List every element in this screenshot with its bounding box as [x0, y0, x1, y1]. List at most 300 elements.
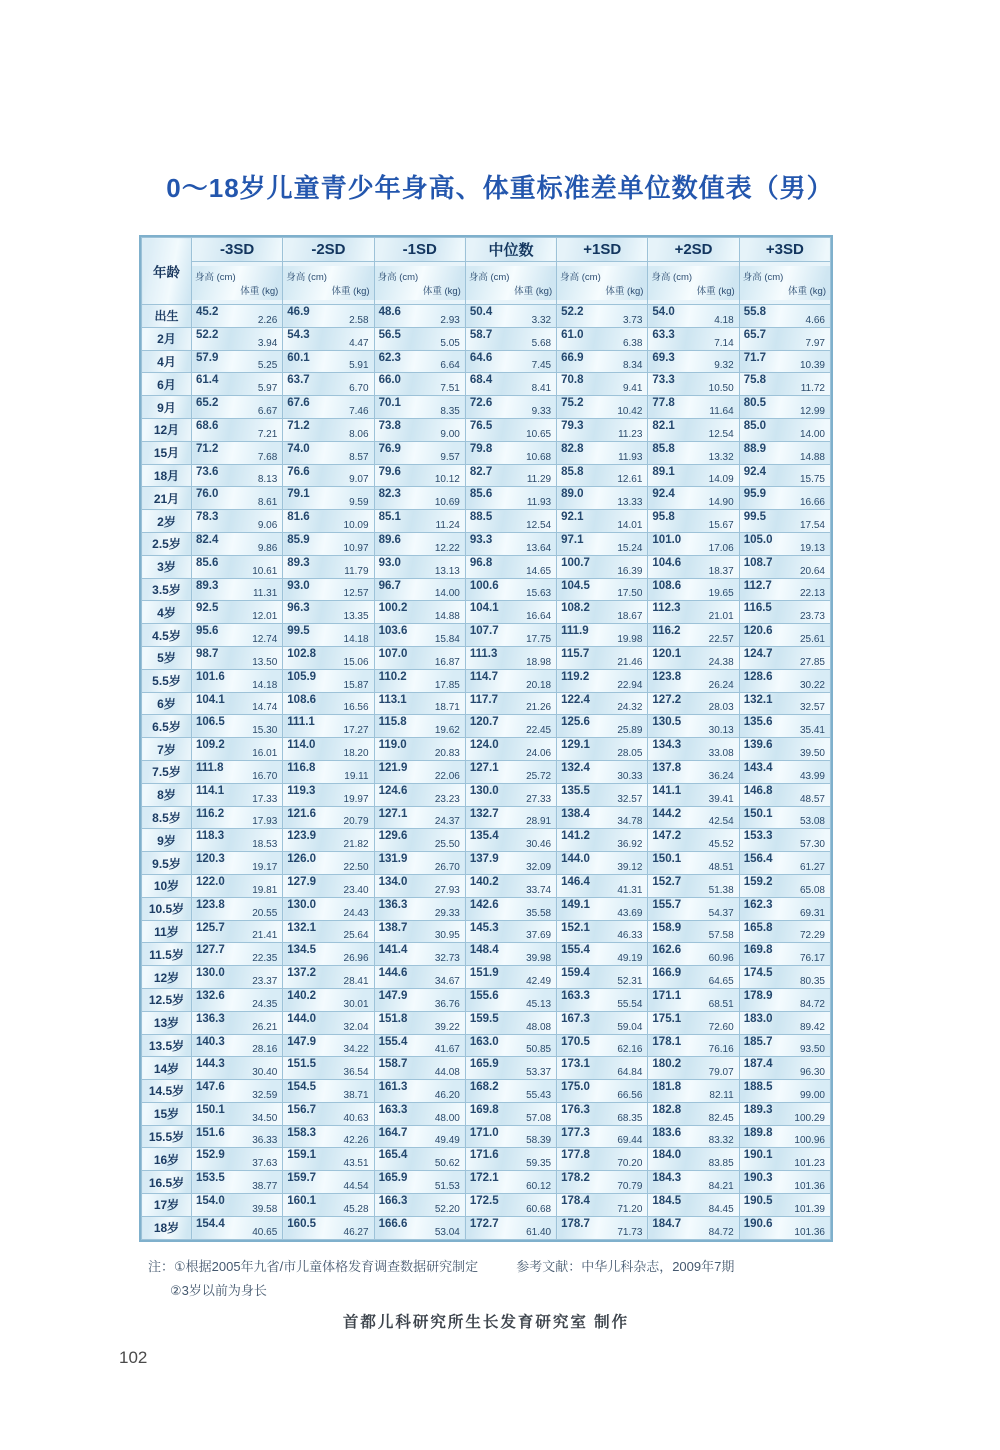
height-value: 190.5 [743, 1195, 773, 1208]
data-cell [283, 669, 374, 692]
height-value: 183.0 [743, 1012, 773, 1025]
data-cell [374, 646, 465, 669]
weight-value: 11.24 [435, 519, 460, 531]
weight-value: 55.43 [526, 1089, 552, 1101]
data-cell [465, 1102, 556, 1125]
data-cell [557, 601, 648, 624]
weight-value: 14.18 [252, 679, 278, 691]
weight-value: 26.96 [343, 953, 369, 965]
weight-value: 19.13 [799, 542, 825, 554]
data-cell [465, 327, 556, 350]
weight-value: 15.24 [617, 542, 643, 554]
data-cell [283, 373, 374, 396]
height-value: 119.3 [287, 784, 316, 797]
data-cell [739, 1194, 830, 1217]
weight-value: 39.22 [434, 1021, 460, 1033]
age-cell: 5岁 [142, 646, 192, 669]
weight-value: 11.31 [252, 588, 278, 600]
weight-value: 7.51 [440, 383, 460, 395]
data-cell [739, 441, 830, 464]
weight-value: 51.53 [434, 1181, 460, 1193]
weight-value: 36.92 [617, 839, 643, 851]
weight-value: 18.67 [617, 611, 643, 623]
data-cell [465, 874, 556, 897]
height-value: 66.9 [561, 351, 584, 364]
weight-value: 10.68 [526, 451, 552, 463]
data-cell [739, 988, 830, 1011]
weight-value: 2.93 [440, 314, 460, 326]
weight-value: 48.00 [434, 1112, 460, 1124]
table-row [142, 350, 831, 373]
data-cell [557, 897, 648, 920]
data-cell [648, 1034, 739, 1057]
data-cell [739, 624, 830, 647]
weight-value: 45.28 [343, 1203, 369, 1215]
data-cell [374, 373, 465, 396]
height-value: 150.1 [743, 807, 773, 820]
height-value: 114.7 [469, 670, 498, 683]
weight-value: 9.32 [714, 360, 734, 372]
height-value: 76.6 [287, 465, 310, 478]
age-cell: 3岁 [142, 555, 192, 578]
height-value: 158.9 [652, 921, 682, 934]
weight-value: 17.54 [799, 519, 825, 531]
table-row [142, 1194, 831, 1217]
table-row [142, 532, 831, 555]
weight-value: 12.99 [799, 405, 825, 417]
weight-value: 16.64 [526, 611, 552, 623]
data-cell [283, 874, 374, 897]
data-cell [374, 464, 465, 487]
height-value: 45.2 [196, 306, 219, 318]
height-value: 121.6 [287, 807, 317, 820]
data-cell [739, 852, 830, 875]
weight-value: 11.93 [526, 497, 552, 509]
height-value: 163.3 [561, 989, 590, 1002]
height-value: 140.2 [287, 989, 317, 1002]
weight-value: 50.62 [434, 1158, 460, 1170]
age-cell: 10岁 [142, 874, 192, 897]
data-cell [557, 1102, 648, 1125]
data-cell [283, 1125, 374, 1148]
weight-value: 43.69 [617, 907, 643, 919]
height-value: 97.1 [561, 533, 584, 546]
height-value: 113.1 [378, 693, 407, 706]
weight-value: 7.21 [257, 428, 278, 440]
height-value: 167.3 [561, 1012, 590, 1025]
height-value: 85.8 [652, 442, 675, 455]
data-cell [739, 692, 830, 715]
weight-unit-label: 体重 (kg) [787, 286, 826, 297]
table-row [142, 510, 831, 533]
weight-value: 52.20 [434, 1203, 460, 1215]
age-cell: 6岁 [142, 692, 192, 715]
weight-value: 8.13 [257, 474, 278, 486]
table-row [142, 1011, 831, 1034]
height-unit-label: 身高 (cm) [286, 272, 327, 283]
weight-value: 39.50 [799, 747, 825, 759]
weight-value: 101.36 [794, 1226, 825, 1238]
weight-value: 19.62 [434, 725, 460, 737]
weight-value: 28.91 [526, 816, 552, 828]
height-value: 124.0 [469, 739, 499, 752]
weight-value: 76.17 [799, 953, 825, 965]
height-value: 81.6 [287, 511, 310, 524]
data-cell [192, 715, 283, 738]
table-row [142, 305, 831, 328]
height-value: 104.6 [652, 556, 682, 569]
height-value: 190.1 [743, 1149, 773, 1162]
height-value: 180.2 [652, 1058, 682, 1071]
data-cell [465, 669, 556, 692]
weight-value: 15.87 [343, 679, 369, 691]
height-value: 85.8 [561, 465, 584, 478]
data-cell [648, 624, 739, 647]
height-value: 64.6 [469, 351, 493, 364]
table-row [142, 1171, 831, 1194]
weight-value: 10.65 [526, 428, 552, 440]
height-value: 147.9 [378, 989, 408, 1002]
age-cell: 15.5岁 [142, 1125, 192, 1148]
data-cell [283, 350, 374, 373]
height-value: 177.8 [561, 1149, 590, 1162]
weight-value: 69.44 [617, 1135, 643, 1147]
data-cell [557, 1216, 648, 1239]
weight-value: 25.50 [434, 839, 460, 851]
height-value: 61.4 [196, 374, 219, 387]
height-value: 127.9 [287, 875, 317, 888]
weight-value: 80.35 [799, 975, 825, 987]
height-value: 155.7 [652, 898, 682, 911]
weight-value: 27.85 [799, 656, 825, 668]
data-cell [192, 1080, 283, 1103]
height-value: 173.1 [561, 1058, 590, 1071]
height-value: 134.0 [378, 875, 408, 888]
data-cell [557, 760, 648, 783]
weight-value: 4.47 [349, 337, 369, 349]
height-value: 127.7 [196, 944, 225, 957]
data-cell [374, 624, 465, 647]
weight-value: 101.39 [794, 1203, 825, 1215]
weight-value: 9.33 [531, 405, 552, 417]
height-value: 108.7 [743, 556, 773, 569]
col-header-minus2sd: -2SD [283, 238, 374, 262]
weight-value: 58.39 [526, 1135, 552, 1147]
height-value: 109.2 [196, 739, 225, 752]
weight-value: 13.33 [617, 497, 643, 509]
data-cell [557, 373, 648, 396]
weight-value: 22.35 [252, 953, 278, 965]
age-cell: 12岁 [142, 966, 192, 989]
height-value: 117.7 [469, 693, 498, 706]
age-cell: 6月 [142, 373, 192, 396]
weight-value: 22.06 [434, 770, 460, 782]
weight-value: 18.20 [343, 747, 369, 759]
weight-value: 52.31 [617, 975, 643, 987]
data-cell [739, 487, 830, 510]
weight-value: 72.29 [799, 930, 825, 942]
weight-value: 50.85 [526, 1044, 552, 1056]
height-value: 130.0 [196, 967, 225, 980]
data-cell [557, 988, 648, 1011]
weight-value: 24.32 [617, 702, 643, 714]
weight-value: 16.01 [252, 747, 278, 759]
height-value: 162.6 [652, 944, 682, 957]
weight-value: 17.06 [708, 542, 734, 554]
data-cell [283, 441, 374, 464]
height-value: 155.4 [561, 944, 590, 957]
weight-value: 36.33 [252, 1135, 278, 1147]
height-value: 172.7 [469, 1217, 499, 1230]
weight-value: 37.69 [526, 930, 552, 942]
height-value: 152.7 [652, 875, 682, 888]
weight-value: 60.68 [526, 1203, 552, 1215]
age-cell: 5.5岁 [142, 669, 192, 692]
height-value: 111.9 [561, 625, 589, 638]
weight-value: 32.57 [799, 702, 825, 714]
height-value: 159.1 [287, 1149, 317, 1162]
col-header-plus2sd: +2SD [648, 238, 739, 262]
height-value: 95.9 [743, 488, 767, 501]
weight-value: 48.57 [799, 793, 825, 805]
data-cell [739, 783, 830, 806]
weight-value: 45.52 [708, 839, 734, 851]
height-value: 124.6 [378, 784, 408, 797]
weight-value: 14.65 [526, 565, 552, 577]
weight-value: 28.03 [708, 702, 734, 714]
height-value: 129.6 [378, 830, 408, 843]
weight-value: 3.94 [257, 337, 278, 349]
weight-value: 5.68 [531, 337, 552, 349]
data-cell [374, 966, 465, 989]
data-cell [739, 1125, 830, 1148]
weight-value: 23.37 [252, 975, 278, 987]
height-value: 115.8 [378, 716, 407, 729]
height-value: 129.1 [561, 739, 590, 752]
data-cell [374, 487, 465, 510]
weight-value: 8.57 [349, 451, 369, 463]
weight-value: 48.08 [526, 1021, 552, 1033]
data-cell [283, 601, 374, 624]
data-cell [557, 1057, 648, 1080]
height-value: 48.6 [378, 306, 401, 318]
data-cell [192, 874, 283, 897]
height-value: 104.1 [469, 602, 499, 615]
data-cell [739, 373, 830, 396]
data-cell [557, 646, 648, 669]
height-unit-label: 身高 (cm) [468, 272, 510, 283]
data-cell [192, 601, 283, 624]
weight-value: 22.45 [526, 725, 552, 737]
height-value: 102.8 [287, 647, 317, 660]
data-cell [374, 692, 465, 715]
height-value: 140.2 [469, 875, 499, 888]
weight-value: 93.50 [799, 1044, 825, 1056]
data-cell [648, 1148, 739, 1171]
age-column-header: 年龄 [142, 238, 192, 305]
data-cell [192, 692, 283, 715]
height-unit-label: 身高 (cm) [651, 272, 693, 283]
weight-value: 17.50 [617, 588, 643, 600]
height-value: 118.3 [196, 830, 225, 843]
weight-value: 53.37 [526, 1067, 552, 1079]
data-cell [557, 578, 648, 601]
table-row [142, 852, 831, 875]
weight-value: 17.75 [526, 633, 552, 645]
age-cell: 7.5岁 [142, 760, 192, 783]
data-cell [374, 1194, 465, 1217]
data-cell [557, 396, 648, 419]
height-value: 69.3 [652, 351, 675, 364]
weight-value: 11.93 [618, 451, 643, 463]
data-cell [465, 396, 556, 419]
data-cell [557, 532, 648, 555]
height-value: 98.7 [196, 647, 219, 660]
weight-value: 60.96 [708, 953, 734, 965]
weight-value: 14.90 [708, 497, 734, 509]
data-cell [557, 464, 648, 487]
height-value: 165.9 [378, 1172, 408, 1185]
data-cell [648, 601, 739, 624]
data-cell [465, 806, 556, 829]
table-row [142, 1125, 831, 1148]
data-cell [648, 1171, 739, 1194]
weight-value: 35.41 [799, 725, 825, 737]
weight-value: 15.84 [434, 633, 460, 645]
height-value: 75.2 [561, 397, 584, 410]
data-cell [283, 1011, 374, 1034]
table-header [142, 238, 831, 305]
data-cell [557, 669, 648, 692]
weight-value: 32.09 [526, 861, 552, 873]
table-row [142, 943, 831, 966]
height-value: 169.8 [469, 1103, 499, 1116]
weight-value: 57.30 [799, 839, 825, 851]
height-value: 100.7 [561, 556, 590, 569]
weight-value: 100.29 [794, 1112, 825, 1124]
data-cell [192, 487, 283, 510]
weight-value: 84.45 [708, 1203, 734, 1215]
height-value: 158.7 [378, 1058, 408, 1071]
height-value: 60.1 [287, 351, 310, 364]
weight-value: 36.54 [343, 1067, 369, 1079]
data-cell [648, 646, 739, 669]
weight-value: 16.39 [617, 565, 643, 577]
data-cell [739, 578, 830, 601]
table-row [142, 396, 831, 419]
height-value: 137.2 [287, 967, 317, 980]
height-value: 146.4 [561, 875, 590, 888]
height-value: 80.5 [743, 397, 767, 410]
height-value: 171.6 [469, 1149, 499, 1162]
weight-value: 10.97 [343, 542, 369, 554]
height-value: 159.4 [561, 967, 590, 980]
table-row [142, 988, 831, 1011]
height-value: 89.0 [561, 488, 584, 501]
weight-value: 9.06 [257, 519, 278, 531]
height-value: 85.6 [196, 556, 219, 569]
data-cell [192, 305, 283, 328]
height-value: 78.3 [196, 511, 219, 524]
data-cell [283, 1057, 374, 1080]
weight-value: 35.58 [526, 907, 552, 919]
weight-value: 9.57 [440, 451, 460, 463]
data-cell [648, 669, 739, 692]
data-cell [739, 396, 830, 419]
data-cell [374, 1216, 465, 1239]
sd-header-row [142, 238, 831, 262]
unit-header-cell [557, 262, 648, 305]
weight-value: 21.46 [617, 656, 643, 668]
weight-value: 39.41 [708, 793, 734, 805]
weight-value: 83.32 [708, 1135, 734, 1147]
height-value: 152.1 [561, 921, 590, 934]
height-value: 82.8 [561, 442, 584, 455]
weight-value: 27.33 [526, 793, 552, 805]
col-header-median: 中位数 [465, 238, 556, 262]
data-cell [374, 1080, 465, 1103]
height-value: 116.2 [196, 807, 225, 820]
weight-value: 20.64 [799, 565, 825, 577]
weight-value: 8.41 [531, 383, 552, 395]
data-cell [648, 1125, 739, 1148]
data-cell [465, 350, 556, 373]
weight-value: 13.32 [708, 451, 734, 463]
height-value: 144.2 [652, 807, 682, 820]
age-cell: 2岁 [142, 510, 192, 533]
data-cell [739, 966, 830, 989]
height-value: 103.6 [378, 625, 408, 638]
height-value: 151.6 [196, 1126, 225, 1139]
data-cell [739, 874, 830, 897]
data-cell [648, 783, 739, 806]
height-value: 121.9 [378, 761, 408, 774]
weight-unit-label: 体重 (kg) [605, 286, 644, 297]
data-cell [739, 669, 830, 692]
height-value: 132.7 [469, 807, 499, 820]
height-value: 182.8 [652, 1103, 682, 1116]
weight-value: 17.33 [252, 793, 278, 805]
height-value: 82.1 [652, 419, 675, 432]
height-value: 166.6 [378, 1217, 408, 1230]
data-cell [465, 510, 556, 533]
table-row [142, 1057, 831, 1080]
weight-value: 19.17 [252, 861, 278, 873]
weight-value: 3.32 [531, 314, 552, 326]
weight-value: 49.49 [434, 1135, 460, 1147]
weight-value: 9.00 [440, 428, 460, 440]
data-cell [283, 1034, 374, 1057]
data-cell [739, 829, 830, 852]
weight-value: 82.45 [708, 1112, 734, 1124]
page-title: 0～18岁儿童青少年身高、体重标准差单位数值表（男） [166, 173, 834, 203]
table-row [142, 1034, 831, 1057]
footnote-line2: ②3岁以前为身长 [170, 1283, 267, 1298]
height-value: 54.0 [652, 306, 675, 318]
height-value: 54.3 [287, 328, 310, 341]
weight-value: 18.98 [526, 656, 552, 668]
data-cell [557, 350, 648, 373]
weight-value: 34.67 [434, 975, 460, 987]
height-value: 89.1 [652, 465, 675, 478]
data-cell [192, 532, 283, 555]
data-cell [192, 1216, 283, 1239]
weight-value: 53.04 [434, 1226, 460, 1238]
height-value: 55.8 [743, 306, 767, 318]
height-value: 160.5 [287, 1217, 317, 1230]
height-value: 120.1 [652, 647, 682, 660]
height-unit-label: 身高 (cm) [377, 272, 419, 283]
